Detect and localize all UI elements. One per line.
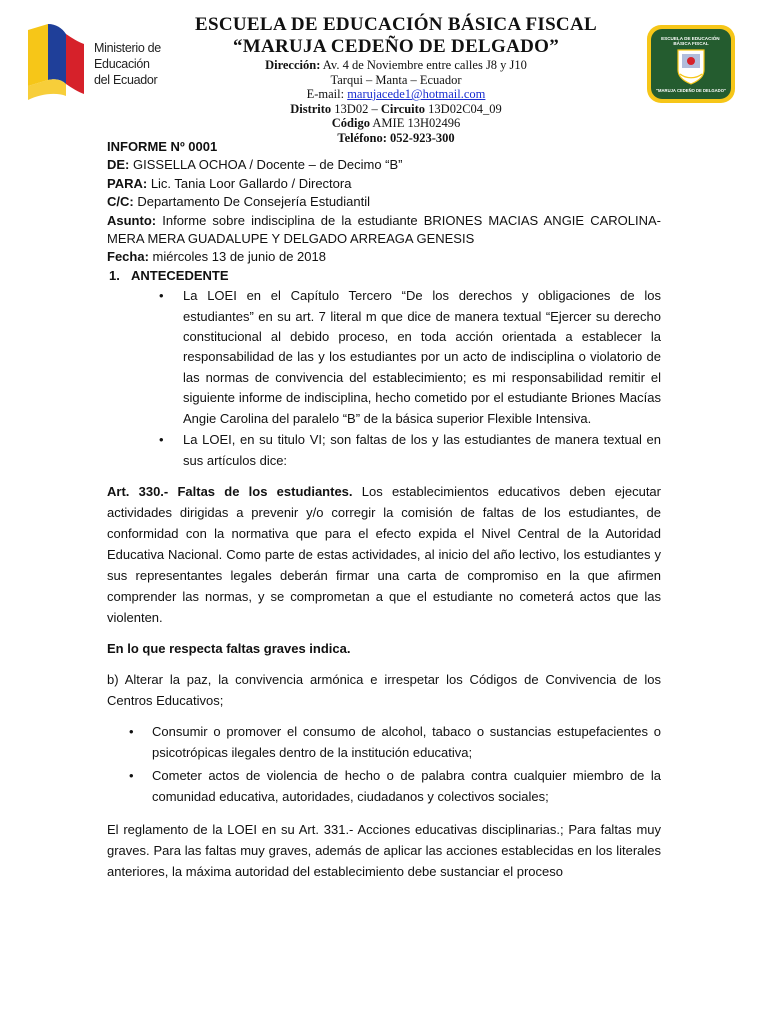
item-b-paragraph: b) Alterar la paz, la convivencia armónica e irrespetar los Códigos de Convivencia de los Centros Educativos;	[107, 671, 661, 708]
faltas-graves-list	[107, 721, 661, 807]
list-item: • La LOEI, en su titulo VI; son faltas de los y las estudiantes de manera textual en sus artículos dice:	[159, 432, 661, 468]
memo-from: DE: GISSELLA OCHOA / Docente – de Decimo “B”	[107, 157, 403, 173]
list-item: • Consumir o promover el consumo de alcohol, tabaco o sustancias estupefacientes o psicotrópicas ilegales dentro de la institución educativa;	[107, 721, 661, 763]
bullet-icon: •	[159, 432, 164, 448]
ministry-name	[94, 40, 161, 88]
ministry-line-3: del Ecuador	[94, 73, 158, 87]
graves-heading: En lo que respecta faltas graves indica.	[107, 640, 351, 656]
memo-header	[107, 138, 661, 267]
memo-to: PARA: Lic. Tania Loor Gallardo / Directora	[107, 175, 352, 191]
report-number: INFORME Nº 0001	[107, 139, 218, 154]
school-letterhead	[168, 14, 624, 146]
ministry-line-1: Ministerio de	[94, 41, 161, 55]
ministry-logo	[26, 22, 166, 108]
code-line: Código AMIE 13H02496	[331, 116, 461, 131]
bullet-icon: •	[129, 723, 134, 739]
city-line: Tarqui – Manta – Ecuador	[330, 72, 462, 87]
ecuador-flag-logo-icon	[26, 22, 86, 102]
email-line: E-mail: marujacede1@hotmail.com	[306, 87, 486, 102]
badge-top-text: ESCUELA DE EDUCACIÓN BÁSICA FISCAL	[661, 36, 720, 46]
section-heading-antecedente: 1. ANTECEDENTE	[109, 267, 229, 283]
article-331-paragraph: El reglamento de la LOEI en su Art. 331.- Acciones educativas disciplinarias.; Para faltas muy graves. Para las faltas muy graves, además de aplicar las acciones establecidas en los literales anteriores, la máxima autoridad del establecimiento debe sustanciar el proceso	[107, 821, 661, 879]
memo-subject: Asunto: Informe sobre indisciplina de la estudiante BRIONES MACIAS ANGIE CAROLINA- MERA MERA GUADALUPE Y DELGADO ARREAGA GENESIS	[107, 212, 661, 247]
school-name: “MARUJA CEDEÑO DE DELGADO”	[232, 36, 560, 57]
memo-cc: C/C: Departamento De Consejería Estudiantil	[107, 194, 371, 210]
address-line: Dirección: Av. 4 de Noviembre entre calles J8 y J10	[265, 58, 527, 72]
list-item: • Cometer actos de violencia de hecho o de palabra contra cualquier miembro de la comunidad educativa, autoridades, ciudadanos y colectivos sociales;	[107, 765, 661, 807]
article-330-paragraph: Art. 330.- Faltas de los estudiantes. Los establecimientos educativos deben ejecutar actividades dirigidas a prevenir y/o corregir la comisión de faltas de los estudiantes, de conformidad con la normativa que para el efecto expida el Nivel Central de la Autoridad Educativa Nacional. Como parte de estas actividades, al inicio del año lectivo, los estudiantes y sus representantes legales deberán firmar una carta de compromiso en la que afirmen comprender las normas, y se comprometan a que el estudiante no cometerá actos que las violenten.	[107, 483, 661, 625]
report-body	[107, 138, 661, 882]
bullet-icon: •	[159, 288, 164, 304]
school-title: ESCUELA DE EDUCACIÓN BÁSICA FISCAL	[195, 14, 597, 35]
badge-bottom-text: "MARUJA CEDEÑO DE DELGADO"	[656, 88, 726, 93]
school-badge-icon	[646, 24, 736, 104]
antecedente-list	[107, 286, 661, 471]
list-item: • La LOEI en el Capítulo Tercero “De los derechos y obligaciones de los estudiantes” en su art. 7 literal m que dice de manera textual “Ejercer su derecho constitucional al debido proceso, en toda acción orientada a establecer la responsabilidad de las y los estudiantes por un acto de indisciplina o violatorio de las normas de convivencia del establecimiento; es mi responsabilidad remitir el siguiente informe de indisciplina, hecho cometido por el estudiante Briones Macías Angie Carolina del paralelo “B” de la básica superior Flexible Intensiva.	[159, 288, 661, 426]
phone-line: Teléfono: 052-923-300	[337, 130, 455, 145]
bullet-icon: •	[129, 767, 134, 783]
ministry-line-2: Educación	[94, 57, 150, 71]
district-line: Distrito 13D02 – Circuito 13D02C04_09	[290, 101, 502, 116]
email-link[interactable]: marujacede1@hotmail.com	[347, 87, 486, 102]
memo-date: Fecha: miércoles 13 de junio de 2018	[107, 249, 326, 265]
